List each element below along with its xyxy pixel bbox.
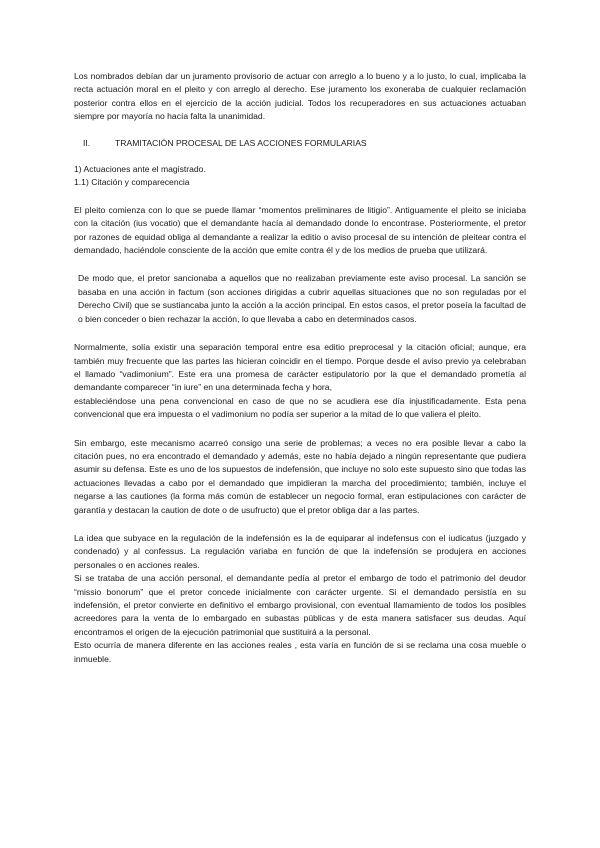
document-body [74, 70, 526, 666]
paragraph-pleito: El pleito comienza con lo que se puede llamar “momentos preliminares de litigio”. Antiguamente el pleito se iniciaba con la citación (ius vocatio) que el demandante hacía al demandado donde lo encontrase. Posteriormente, el pretor por razones de equidad obliga al demandante a realizar la editio o aviso procesal de su intención de pleitear contra el demandado, haciéndole consciente de la acción que emite contra él y de los medios de prueba que utilizará. [74, 204, 526, 256]
subsection-actuaciones: 1) Actuaciones ante el magistrado. [74, 164, 206, 175]
paragraph-normalmente: Normalmente, solía existir una separación temporal entre esa editio preprocesal y la citación oficial; aunque, era también muy frecuente que las partes las hicieran coincidir en el tiempo. Porque desde el aviso previo ya celebraban el llamado “vadimonium”. Este era una promesa de carácter estipulatorio por la que el demandado prometía al demandante comparecer “in iure” en una determinada fecha y hora, [74, 342, 526, 393]
paragraph-idea-indefension: La idea que subyace en la regulación de la indefensión es la de equiparar al indefensus con el iudicatus (juzgado y condenado) y al confessus. La regulación variaba en función de que la indefensión se produjera en acciones personales o en acciones reales. [74, 532, 526, 570]
section-heading [74, 137, 526, 150]
paragraph-acciones-reales: Esto ocurría de manera diferente en las acciones reales , esta varía en función de si se reclama una cosa mueble o inmueble. [74, 640, 526, 664]
subsection-citacion: 1.1) Citación y comparecencia [74, 177, 190, 188]
paragraph-sancion: De modo que, el pretor sancionaba a aquellos que no realizaban previamente este aviso procesal. La sanción se basaba en una acción in factum (son acciones dirigidas a cubrir aquellas situaciones que no son reguladas por el Derecho Civil) que se sustiancaba junto la acción a la acción principal. En estos casos, el pretor poseía la facultad de o bien conceder o bien rechazar la acción, lo que llevaba a cabo en determinados casos. [78, 273, 526, 324]
paragraph-sin-embargo: Sin embargo, este mecanismo acarreó consigo una serie de problemas; a veces no era posible llevar a cabo la citación pues, no era encontrado el demandado y además, este no había dejado a ningún representante que pudiera asumir su defensa. Este es uno de los supuestos de indefensión, que incluye no solo este supuesto sino que todas las actuaciones llevadas a cabo por el demandado que impidieran la marcha del procedimiento; también, incluye el negarse a las cautiones (la forma más común de establecer un negocio formal, eran estipulaciones con carácter de garantía y destacan la caution de dote o de usufructo) que el pretor obliga dar a las partes. [74, 437, 526, 515]
section-title: TRAMITACIÓN PROCESAL DE LAS ACCIONES FORMULARIAS [115, 137, 367, 148]
section-number: II. [83, 137, 91, 148]
paragraph-accion-personal: Si se trataba de una acción personal, el demandante pedía al pretor el embargo de todo el patrimonio del deudor “missio bonorum” que el pretor concede inicialmente con carácter urgente. Si el demandado persistía en su indefensión, el pretor convierte en definitivo el embargo provisional, con eventual llamamiento de todos los posibles acreedores para la venta de lo embargado en subastas públicas y de esta manera satisfacer sus deudas. Aquí encontramos el origen de la ejecución patrimonial que sustituirá a la personal. [74, 573, 526, 637]
paragraph-pena-convencional: estableciéndose una pena convencional en caso de que no se acudiera ese día injustificadamente. Esta pena convencional que era impuesta o el vadimonium no podía ser superior a la mitad de lo que valiera el pleito. [74, 395, 526, 420]
paragraph-juramento: Los nombrados debían dar un juramento provisorio de actuar con arreglo a lo bueno y a lo justo, lo cual, implicaba la recta actuación moral en el pleito y con arreglo al derecho. Ese juramento los exoneraba de cualquier reclamación posterior contra ellos en el ejercicio de la acción judicial. Todos los recuperadores en sus actuaciones actuaban siempre por mayoría no hacía falta la unanimidad. [74, 71, 526, 122]
